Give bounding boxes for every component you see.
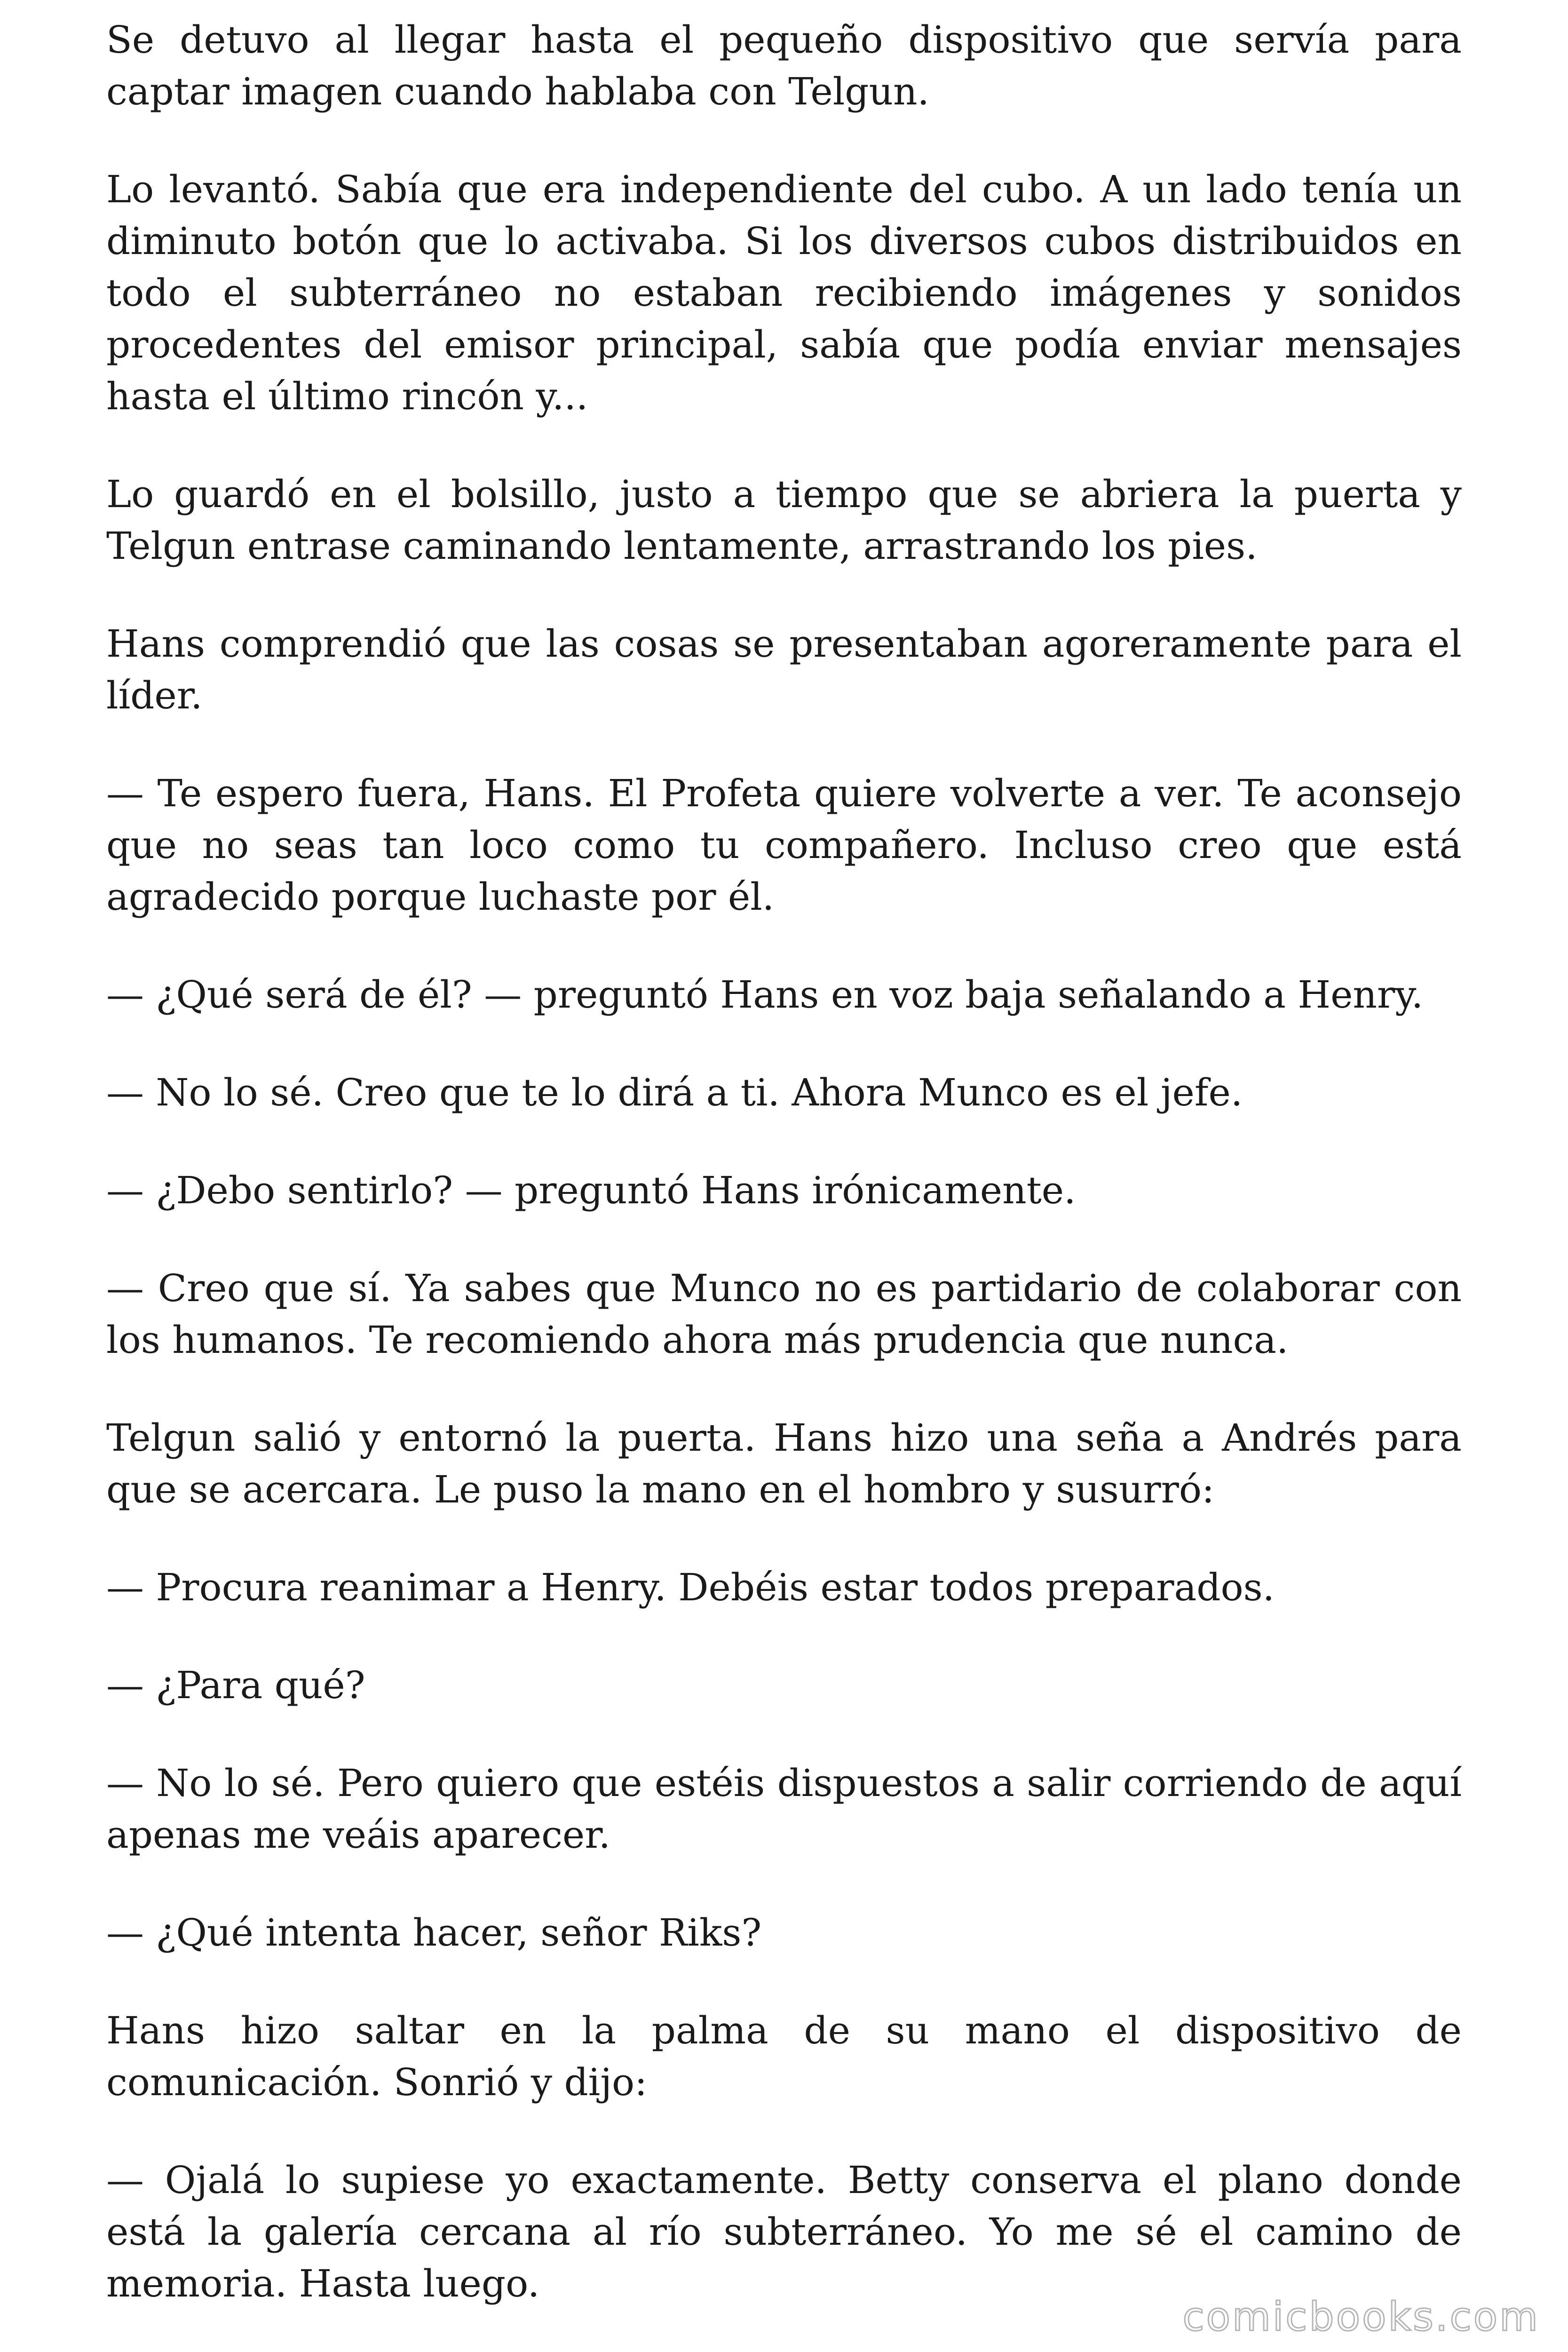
dialogue-paragraph: — ¿Qué intenta hacer, señor Riks? (106, 1911, 762, 1955)
dialogue-paragraph: — Creo que sí. Ya sabes que Munco no es partidario de colaborar con los humanos. Te recomiendo ahora más prudencia que nunca. (106, 1266, 1462, 1362)
dialogue-paragraph: — Procura reanimar a Henry. Debéis estar todos preparados. (106, 1565, 1275, 1609)
paragraph: Hans hizo saltar en la palma de su mano el dispositivo de comunicación. Sonrió y dijo: (106, 2009, 1462, 2104)
watermark: comicbooks.com (1182, 2294, 1540, 2340)
dialogue-paragraph: — ¿Para qué? (106, 1663, 365, 1707)
paragraph: Hans comprendió que las cosas se presentaban agoreramente para el líder. (106, 622, 1462, 717)
dialogue-paragraph: — ¿Debo sentirlo? — preguntó Hans irónicamente. (106, 1168, 1076, 1212)
dialogue-paragraph: — Ojalá lo supiese yo exactamente. Betty conserva el plano donde está la galería cercana al río subterráneo. Yo me sé el camino de memoria. Hasta luego. (106, 2158, 1462, 2305)
paragraph: Telgun salió y entornó la puerta. Hans hizo una seña a Andrés para que se acercara. Le puso la mano en el hombro y susurró: (106, 1416, 1462, 1511)
dialogue-paragraph: — No lo sé. Pero quiero que estéis dispuestos a salir corriendo de aquí apenas me veáis aparecer. (106, 1761, 1462, 1857)
paragraph: Se detuvo al llegar hasta el pequeño dispositivo que servía para captar imagen cuando hablaba con Telgun. (106, 18, 1462, 113)
paragraph: Lo levantó. Sabía que era independiente del cubo. A un lado tenía un diminuto botón que lo activaba. Si los diversos cubos distribuidos en todo el subterráneo no estaban recibiendo imágenes y sonidos procedentes del emisor principal, sabía que podía enviar mensajes hasta el último rincón y... (106, 167, 1462, 418)
dialogue-paragraph: — ¿Qué será de él? — preguntó Hans en voz baja señalando a Henry. (106, 973, 1424, 1017)
dialogue-paragraph: — Te espero fuera, Hans. El Profeta quiere volverte a ver. Te aconsejo que no seas tan loco como tu compañero. Incluso creo que está agradecido porque luchaste por él. (106, 771, 1462, 919)
dialogue-paragraph: — No lo sé. Creo que te lo dirá a ti. Ahora Munco es el jefe. (106, 1071, 1243, 1114)
book-page (106, 14, 1462, 2310)
paragraph: Lo guardó en el bolsillo, justo a tiempo que se abriera la puerta y Telgun entrase caminando lentamente, arrastrando los pies. (106, 472, 1462, 568)
